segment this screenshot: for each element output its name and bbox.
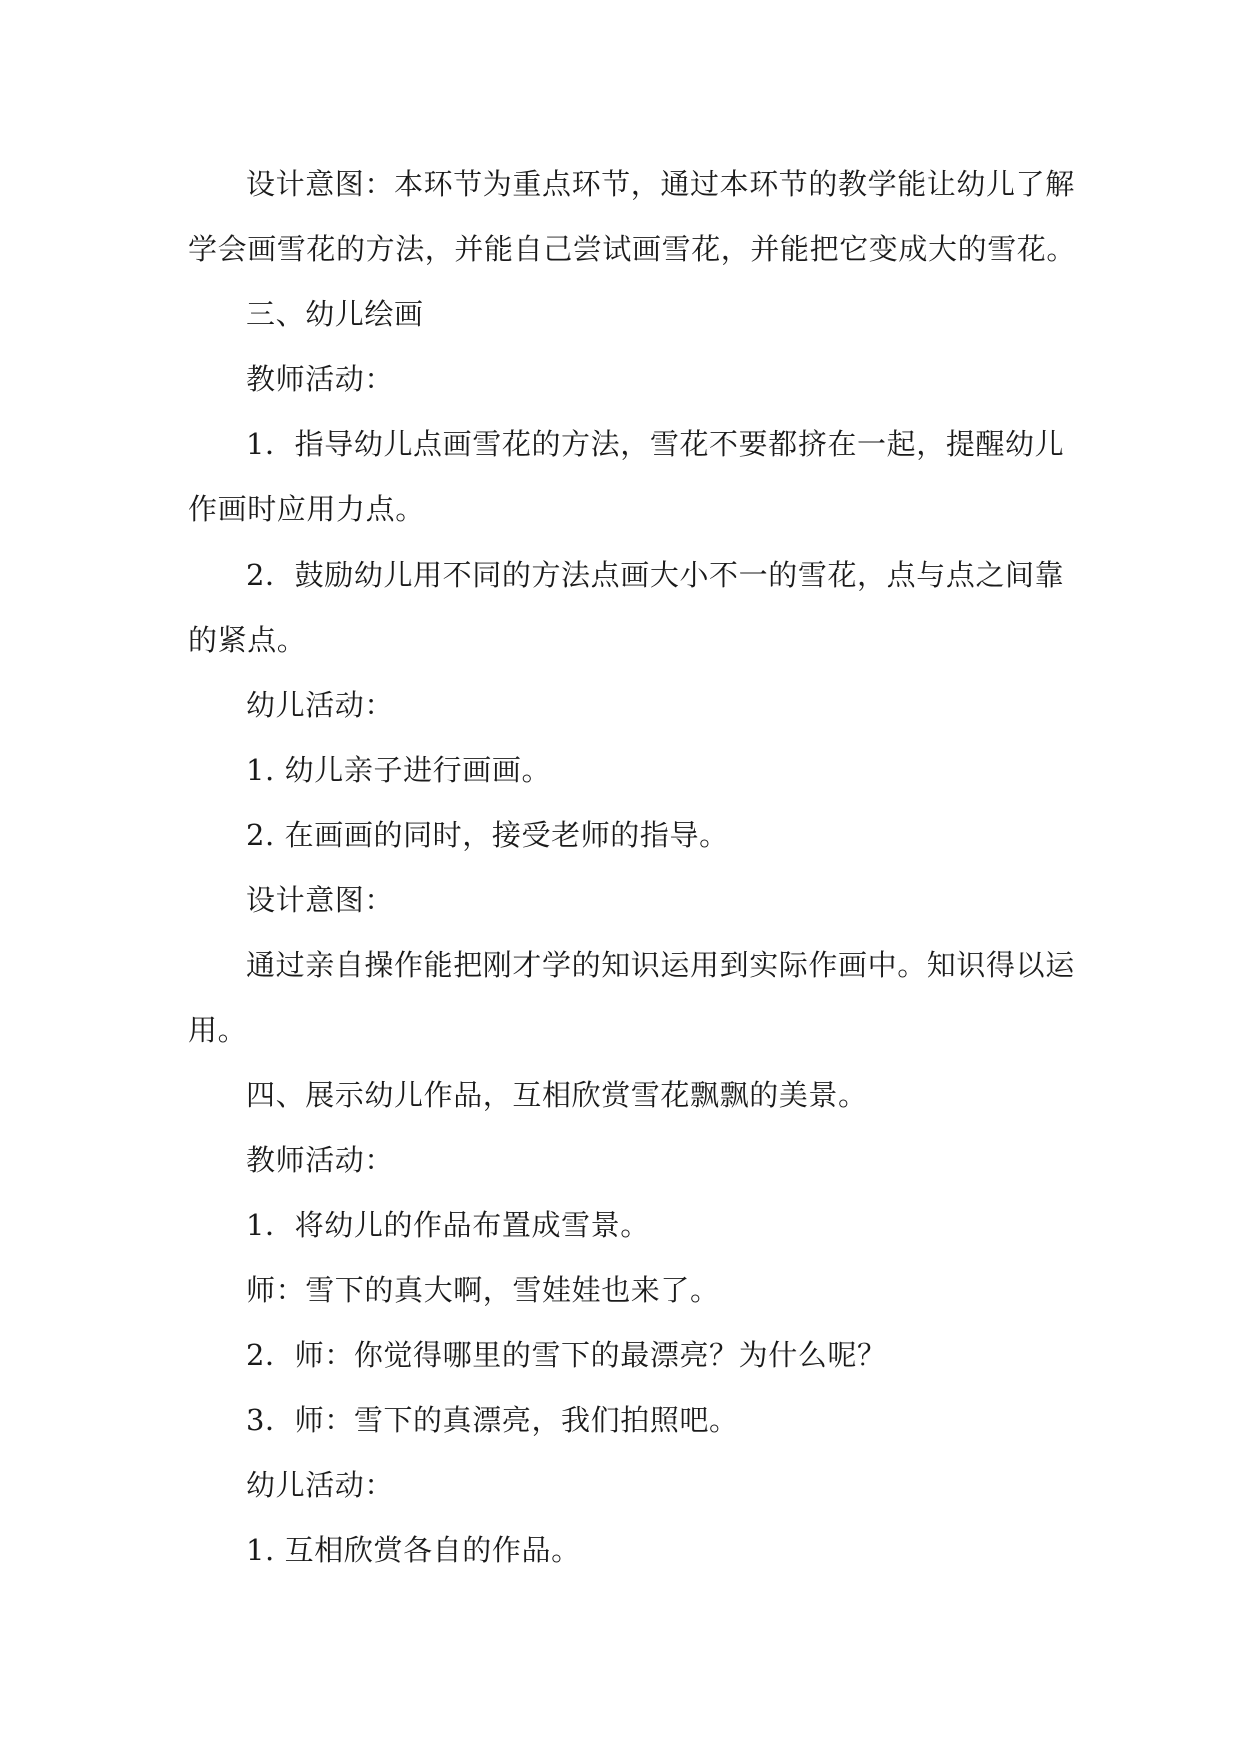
teacher-item-2b: 2．师：你觉得哪里的雪下的最漂亮？为什么呢？ xyxy=(246,1338,887,1372)
teacher-item-1-line-1: 1．指导幼儿点画雪花的方法，雪花不要都挤在一起，提醒幼儿 xyxy=(246,427,1065,461)
child-item-1: 1. 幼儿亲子进行画画。 xyxy=(246,753,552,787)
design-intent-label: 设计意图： xyxy=(246,883,395,917)
child-activity-label-2: 幼儿活动： xyxy=(246,1468,395,1502)
section-heading-3: 三、幼儿绘画 xyxy=(246,297,424,331)
teacher-activity-label-2: 教师活动： xyxy=(246,1143,395,1177)
teacher-item-1b: 1．将幼儿的作品布置成雪景。 xyxy=(246,1208,650,1242)
child-activity-label: 幼儿活动： xyxy=(246,688,395,722)
section-heading-4: 四、展示幼儿作品，互相欣赏雪花飘飘的美景。 xyxy=(246,1078,868,1112)
teacher-item-2-line-1: 2．鼓励幼儿用不同的方法点画大小不一的雪花，点与点之间靠 xyxy=(246,558,1065,592)
paragraph-design-intent-line-1: 设计意图：本环节为重点环节，通过本环节的教学能让幼儿了解 xyxy=(246,167,1075,201)
child-item-2: 2. 在画画的同时，接受老师的指导。 xyxy=(246,818,729,852)
teacher-item-1-line-2: 作画时应用力点。 xyxy=(188,492,425,526)
teacher-activity-label: 教师活动： xyxy=(246,362,395,396)
design-intent-text-line-2: 用。 xyxy=(188,1013,248,1047)
teacher-item-2-line-2: 的紧点。 xyxy=(188,623,307,657)
design-intent-text-line-1: 通过亲自操作能把刚才学的知识运用到实际作画中。知识得以运 xyxy=(246,948,1075,982)
paragraph-design-intent-line-2: 学会画雪花的方法，并能自己尝试画雪花，并能把它变成大的雪花。 xyxy=(188,232,1077,266)
teacher-item-3b: 3．师：雪下的真漂亮，我们拍照吧。 xyxy=(246,1403,739,1437)
child-item-1b: 1. 互相欣赏各自的作品。 xyxy=(246,1533,581,1567)
teacher-dialogue: 师：雪下的真大啊，雪娃娃也来了。 xyxy=(246,1273,720,1307)
